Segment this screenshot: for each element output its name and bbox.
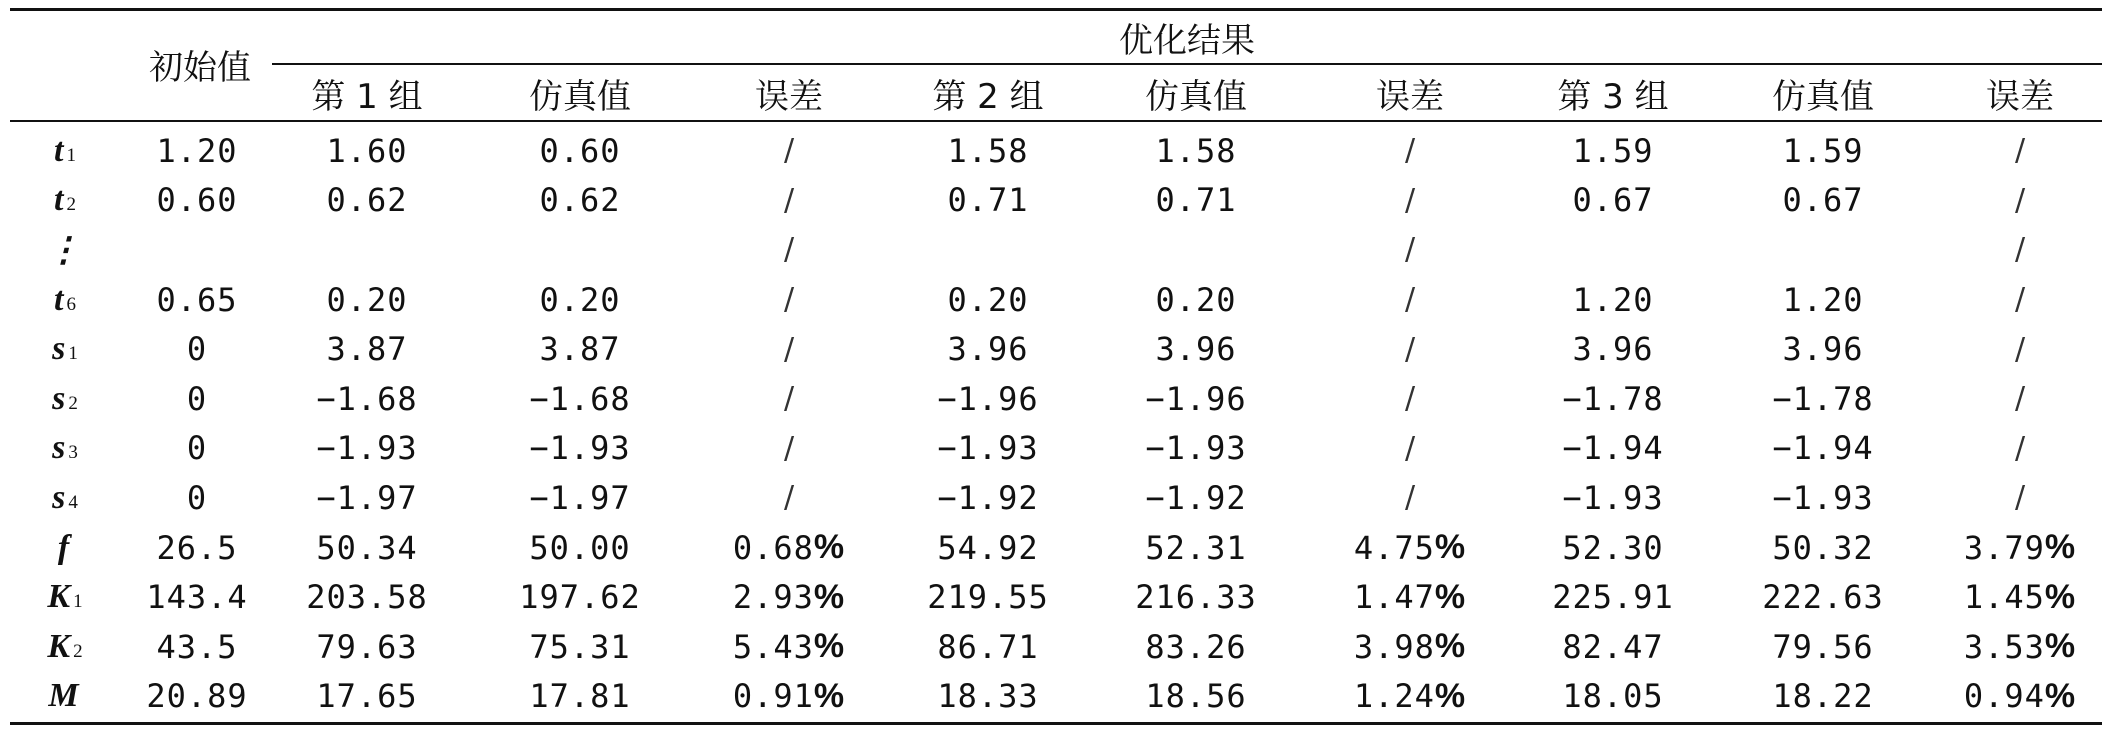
table-cell: 79.56 [1772,627,1874,666]
table-cell: 50.00 [529,528,631,567]
table-cell: / [2014,331,2026,367]
table-cell: 3.96 [947,330,1029,369]
table-cell: 0.94 % [1963,676,2077,716]
table-cell: / [1404,282,1416,318]
column-header: 第 1 组 [311,76,423,117]
table-cell: / [1404,381,1416,417]
row-subscript: 1 [73,591,83,613]
table-cell: 0.20 [539,280,621,319]
table-cell: 50.32 [1772,528,1874,567]
table-cell: 5.43 % [732,627,846,666]
table-cell: / [2014,232,2026,268]
table-cell: / [2014,282,2026,318]
table-cell: 0.62 [539,181,621,220]
initial-value-header: 初始值 [149,47,251,88]
optimization-results-header: 优化结果 [1119,20,1255,61]
table-cell: −1.92 [1145,478,1247,517]
row-subscript: 6 [66,293,76,315]
table-cell: −1.93 [529,429,631,468]
table-cell: 17.81 [529,677,631,716]
table-cell: / [783,133,795,169]
row-symbol: s [52,379,66,417]
table-cell: / [783,331,795,367]
table-cell: −1.94 [1772,429,1874,468]
row-symbol: ⋮ [46,231,81,269]
table-cell: 20.89 [146,677,248,716]
table-cell: 219.55 [927,578,1049,617]
table-cell: 0.20 [947,280,1029,319]
table-cell: 143.4 [146,578,248,617]
table-cell: 3.98 % [1353,627,1467,666]
table-cell: / [783,430,795,466]
column-header: 误差 [755,76,823,117]
table-cell: 1.20 [1572,280,1654,319]
row-symbol: K [47,627,71,665]
table-cell: 197.62 [519,578,641,617]
table-cell [888,225,1088,275]
table-cell: 26.5 [156,528,238,567]
table-cell: −1.78 [1562,379,1664,418]
table-cell: 79.63 [316,627,418,666]
table-cell: −1.78 [1772,379,1874,418]
table-cell: −1.94 [1562,429,1664,468]
table-cell: 4.75 % [1353,528,1467,567]
table-cell: 1.59 [1572,131,1654,170]
table-cell: 18.22 [1772,677,1874,716]
table-cell: / [1404,232,1416,268]
table-cell: 3.53 % [1963,627,2077,666]
table-cell: −1.68 [316,379,418,418]
table-cell: −1.96 [1145,379,1247,418]
table-cell: −1.97 [316,478,418,517]
column-header: 误差 [1986,76,2054,117]
row-subscript: 3 [68,442,78,464]
row-subscript: 2 [68,392,78,414]
row-symbol: t [54,131,64,169]
row-symbol: s [52,330,66,368]
table-cell: 0.67 [1782,181,1864,220]
table-cell: −1.93 [1562,478,1664,517]
row-subscript: 2 [73,640,83,662]
table-cell: / [783,182,795,218]
table-cell: / [783,232,795,268]
table-cell: 3.96 [1782,330,1864,369]
table-cell: 0.68 % [732,528,846,567]
table-cell: 0.60 [156,181,238,220]
table-cell: 54.92 [937,528,1039,567]
table-cell: / [2014,430,2026,466]
table-cell: / [2014,381,2026,417]
table-cell: / [2014,480,2026,516]
table-cell: 1.59 [1782,131,1864,170]
table-cell: 0.60 [539,131,621,170]
table-cell: 0.20 [326,280,408,319]
table-cell: 0.91 % [732,676,846,716]
table-cell: 225.91 [1552,578,1674,617]
table-cell: 0 [186,330,208,369]
top-rule [10,8,2102,11]
table-cell: 52.31 [1145,528,1247,567]
table-cell: −1.92 [937,478,1039,517]
table-cell: 3.79 % [1963,528,2077,567]
row-symbol: K [47,578,71,616]
table-cell: −1.68 [529,379,631,418]
column-header: 仿真值 [1145,76,1247,117]
table-cell: 1.58 [947,131,1029,170]
row-symbol: s [52,429,66,467]
table-cell: 1.45 % [1963,577,2077,617]
table-cell [267,225,467,275]
table-cell: / [1404,480,1416,516]
table-cell: 3.96 [1572,330,1654,369]
table-cell: 43.5 [156,627,238,666]
table-cell: 0 [186,379,208,418]
table-cell: 0.71 [1155,181,1237,220]
column-header: 第 2 组 [932,76,1044,117]
table-cell: −1.96 [937,379,1039,418]
row-symbol: s [52,478,66,516]
table-cell: 0.20 [1155,280,1237,319]
table-cell: 0.67 [1572,181,1654,220]
table-cell: 82.47 [1562,627,1664,666]
table-cell: 1.24 % [1353,676,1467,716]
row-symbol: t [54,181,64,219]
table-cell: / [1404,430,1416,466]
table-cell: / [2014,133,2026,169]
table-cell: 0 [186,429,208,468]
table-cell: 1.47 % [1353,577,1467,617]
table-cell: 75.31 [529,627,631,666]
bottom-rule [10,722,2102,725]
table-cell: 18.05 [1562,677,1664,716]
table-cell: 18.33 [937,677,1039,716]
row-symbol: M [48,677,79,715]
row-subscript: 1 [68,343,78,365]
table-cell: 203.58 [306,578,428,617]
table-cell: / [2014,182,2026,218]
table-cell [480,225,680,275]
table-cell: −1.97 [529,478,631,517]
row-subscript: 2 [66,194,76,216]
table-cell: 18.56 [1145,677,1247,716]
header-rule [10,120,2102,122]
table-cell: / [1404,331,1416,367]
table-cell: −1.93 [1772,478,1874,517]
table-cell: 3.87 [326,330,408,369]
table-cell: 3.96 [1155,330,1237,369]
table-cell: 83.26 [1145,627,1247,666]
table-cell: 0.65 [156,280,238,319]
table-cell: 86.71 [937,627,1039,666]
group-underline [272,63,2102,65]
table-cell: −1.93 [316,429,418,468]
row-symbol: t [54,280,64,318]
table-cell: 216.33 [1135,578,1257,617]
row-symbol: f [57,528,70,566]
table-cell: 0.71 [947,181,1029,220]
column-header: 仿真值 [1772,76,1874,117]
column-header: 仿真值 [529,76,631,117]
table-cell: 1.20 [1782,280,1864,319]
table-cell: 1.60 [326,131,408,170]
table-cell: / [783,381,795,417]
table-cell [1513,225,1713,275]
table-cell: / [783,480,795,516]
table-cell: 222.63 [1762,578,1884,617]
column-header: 误差 [1376,76,1444,117]
table-cell: 50.34 [316,528,418,567]
table-cell: / [783,282,795,318]
table-cell: −1.93 [937,429,1039,468]
table-cell: 3.87 [539,330,621,369]
table-cell: 0.62 [326,181,408,220]
row-subscript: 4 [68,491,78,513]
table-cell: 17.65 [316,677,418,716]
table-cell: 1.58 [1155,131,1237,170]
table-cell: 52.30 [1562,528,1664,567]
table-cell: 1.20 [156,131,238,170]
table-cell: 2.93 % [732,577,846,617]
table-cell [1723,225,1923,275]
column-header: 第 3 组 [1557,76,1669,117]
table-cell [1096,225,1296,275]
row-subscript: 1 [66,144,76,166]
table-cell: / [1404,133,1416,169]
table-cell: / [1404,182,1416,218]
table-cell: −1.93 [1145,429,1247,468]
table-cell: 0 [186,478,208,517]
